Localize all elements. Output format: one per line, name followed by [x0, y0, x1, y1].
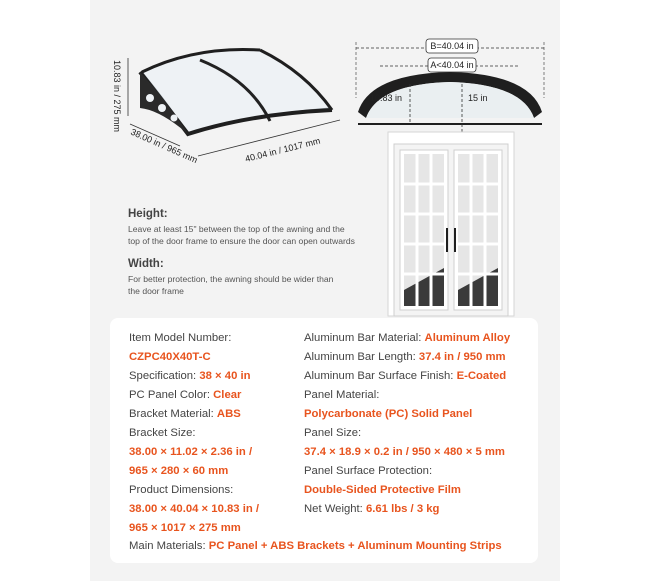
weight-value: 6.61 lbs / 3 kg: [365, 503, 440, 515]
bracket-material-value: ABS: [216, 408, 241, 420]
bar-material-row: [304, 331, 510, 345]
model-value: CZPC40X40T-C: [129, 351, 211, 363]
bar-material-value: Aluminum Alloy: [424, 332, 511, 344]
side-width-label: 40.04 in / 1017 mm: [244, 135, 322, 164]
front-clearance-label: 15 in: [468, 93, 488, 103]
dimensions-label: Product Dimensions:: [129, 484, 234, 496]
panel-material-value: Polycarbonate (PC) Solid Panel: [304, 408, 473, 420]
height-note-line-1: Leave at least 15" between the top of the awning and the: [128, 224, 345, 234]
awning-3d-diagram: [100, 28, 360, 178]
bar-finish-value: E-Coated: [456, 370, 507, 382]
main-materials-value: PC Panel + ABS Brackets + Aluminum Mounting Strips: [208, 540, 502, 552]
width-note-line-1: For better protection, the awning should be wider than: [128, 274, 334, 284]
bar-length-value: 37.4 in / 950 mm: [418, 351, 506, 363]
height-note: [128, 208, 388, 247]
side-height-label: 10.83 in / 275 mm: [112, 60, 122, 133]
bracket-size-label: Bracket Size:: [129, 427, 196, 439]
bracket-material-label: Bracket Material:: [129, 408, 217, 420]
height-note-title: Height:: [128, 208, 168, 220]
color-label: PC Panel Color:: [129, 389, 214, 401]
main-materials-label: Main Materials:: [129, 540, 209, 552]
protection-value: Double-Sided Protective Film: [304, 484, 461, 496]
panel-size-label: Panel Size:: [304, 427, 362, 439]
bracket-size-value-2: 965 × 280 × 60 mm: [129, 465, 229, 477]
spec-label: Specification:: [129, 370, 200, 382]
width-note-body: [128, 273, 388, 297]
side-depth-label: 38.00 in / 965 mm: [129, 126, 200, 166]
protection-label: Panel Surface Protection:: [304, 465, 433, 477]
width-note-line-2: the door frame: [128, 286, 184, 296]
front-b-label: B=40.04 in: [430, 41, 474, 51]
color-row: [129, 388, 241, 402]
bracket-material-row: [129, 407, 241, 421]
bar-length-row: [304, 350, 506, 364]
specifications-card: [110, 318, 538, 563]
weight-row: [304, 502, 439, 516]
bar-finish-row: [304, 369, 506, 383]
front-height-label: 10.83 in: [370, 93, 403, 103]
spec-value: 38 × 40 in: [199, 370, 251, 382]
panel-material-label: Panel Material:: [304, 389, 380, 401]
height-note-body: [128, 223, 388, 247]
weight-label: Net Weight:: [304, 503, 366, 515]
bar-material-label: Aluminum Bar Material:: [304, 332, 425, 344]
height-note-line-2: top of the door frame to ensure the door can open outwards: [128, 236, 355, 246]
dimensions-value-1: 38.00 × 40.04 × 10.83 in /: [129, 503, 260, 515]
model-label: Item Model Number:: [129, 332, 232, 344]
panel-size-value: 37.4 × 18.9 × 0.2 in / 950 × 480 × 5 mm: [304, 446, 505, 458]
width-note-title: Width:: [128, 258, 164, 270]
front-a-label: A<40.04 in: [430, 60, 474, 70]
bracket-size-value-1: 38.00 × 11.02 × 2.36 in /: [129, 446, 253, 458]
color-value: Clear: [213, 389, 242, 401]
spec-row: [129, 369, 251, 383]
width-note: [128, 258, 388, 297]
bar-length-label: Aluminum Bar Length:: [304, 351, 419, 363]
main-materials-row: [129, 539, 502, 553]
dimensions-value-2: 965 × 1017 × 275 mm: [129, 522, 241, 534]
bar-finish-label: Aluminum Bar Surface Finish:: [304, 370, 457, 382]
